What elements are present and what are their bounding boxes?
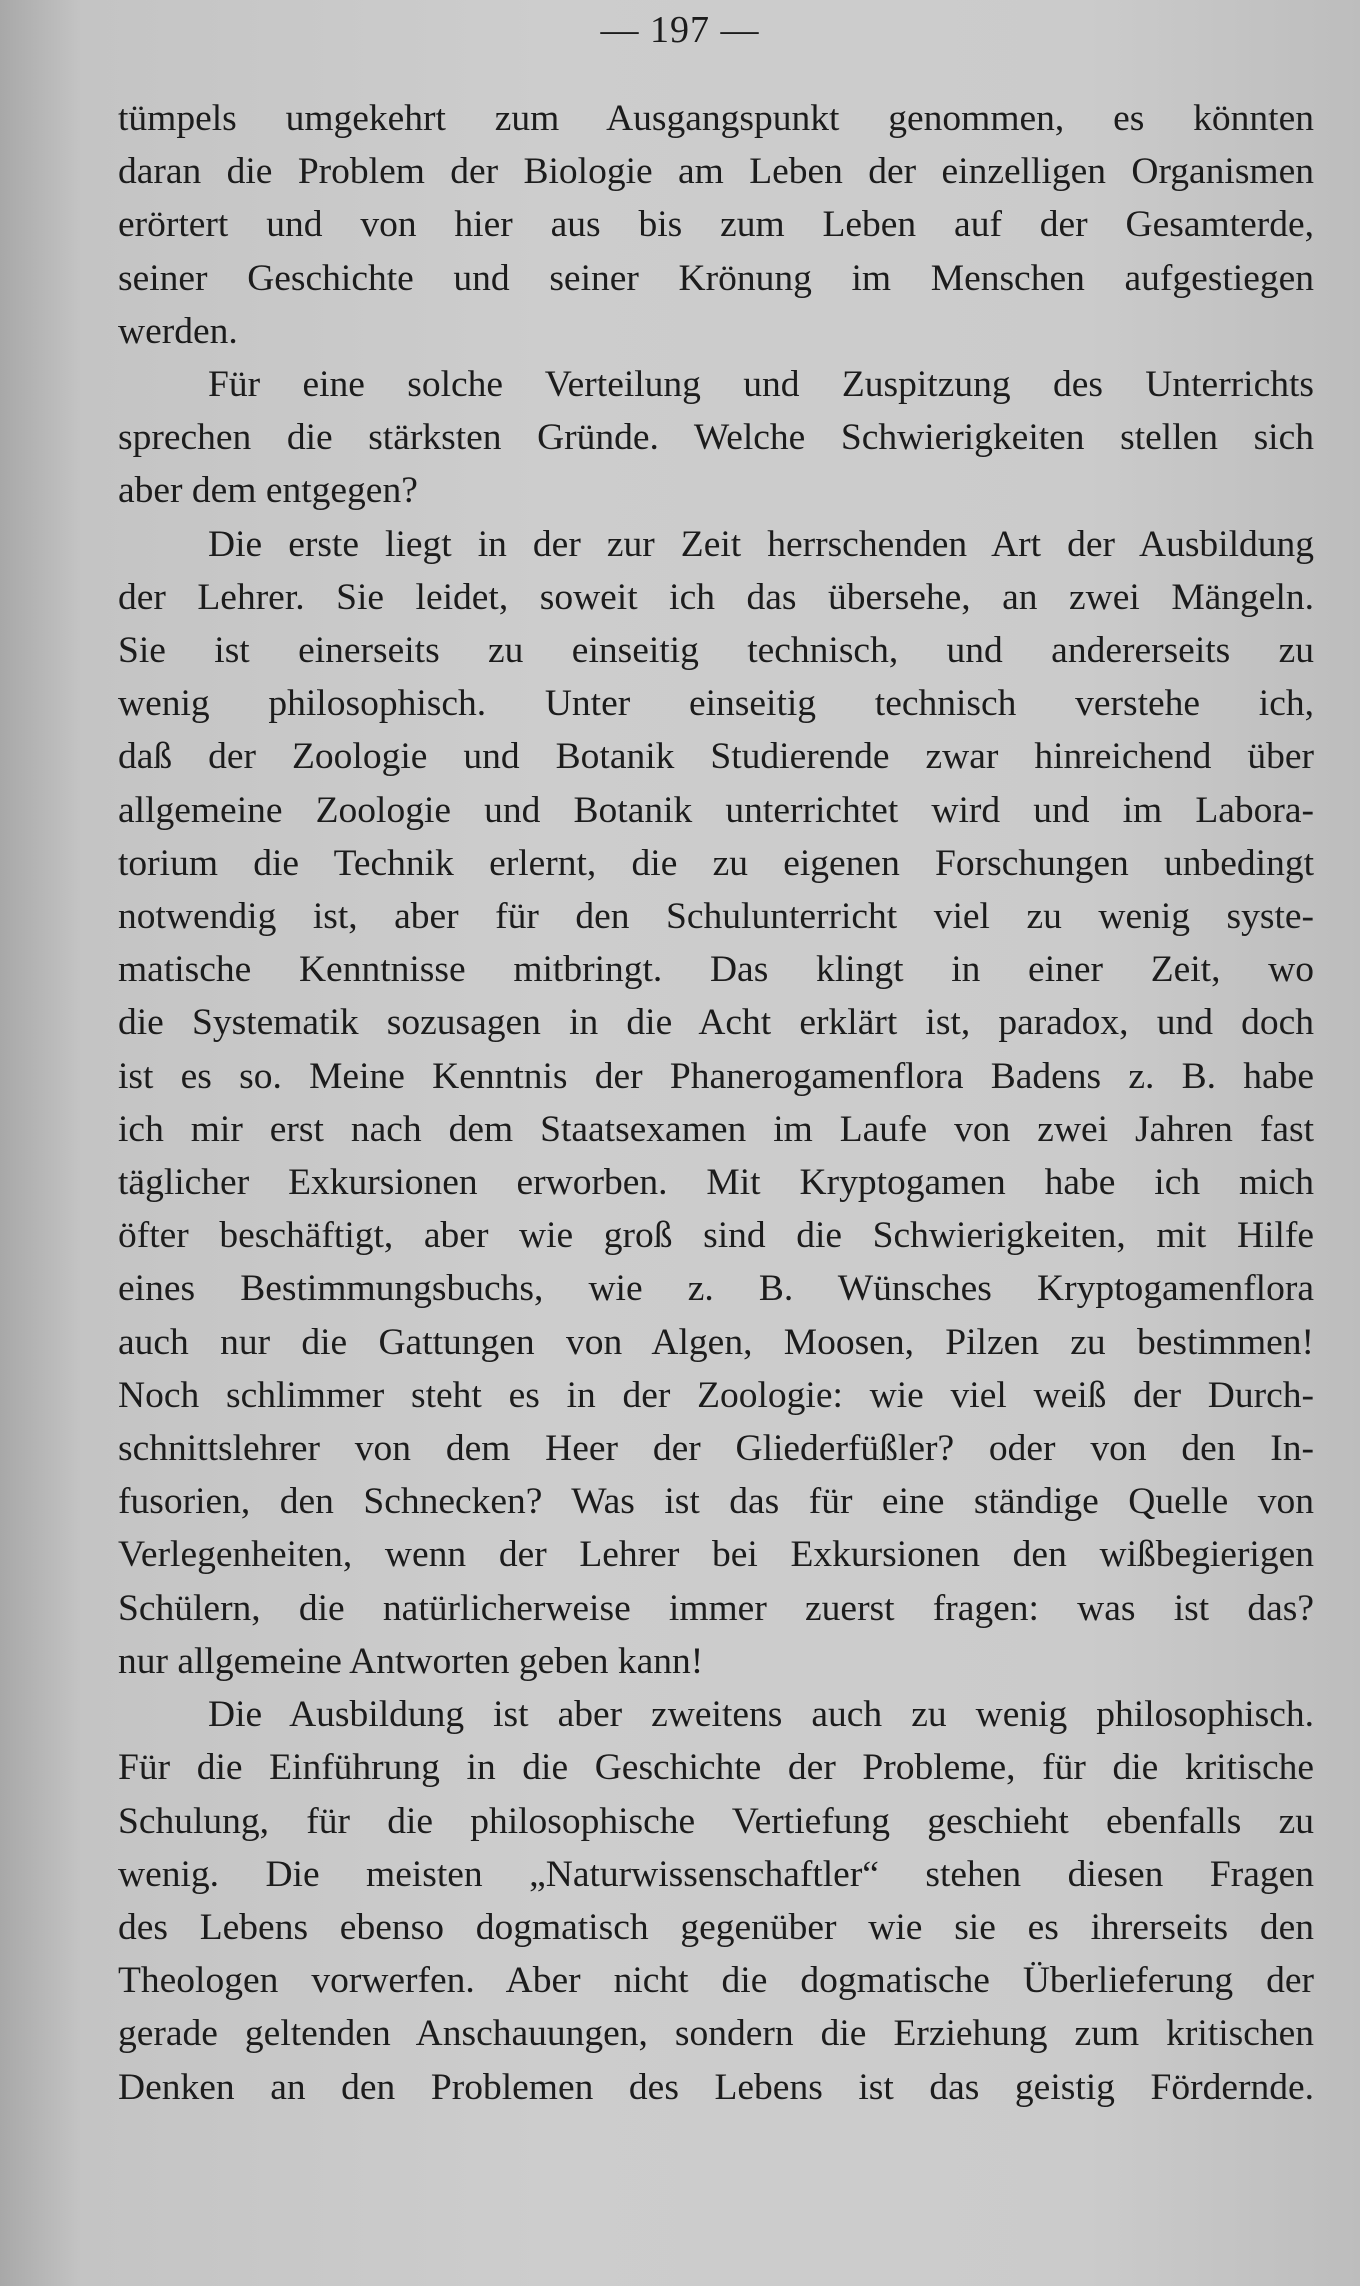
text-line: daß der Zoologie und Botanik Studierende zwar hinreichend über xyxy=(118,736,1314,778)
text-line: erörtert und von hier aus bis zum Leben auf der Gesamterde, xyxy=(118,204,1314,246)
text-line: torium die Technik erlernt, die zu eigenen Forschungen unbedingt xyxy=(118,842,1314,884)
body-text xyxy=(118,92,1314,2114)
text-line: Verlegenheiten, wenn der Lehrer bei Exkursionen den wißbegierigen xyxy=(118,1534,1314,1576)
text-line: Für die Einführung in die Geschichte der Probleme, für die kritische xyxy=(118,1747,1314,1789)
text-line: sprechen die stärksten Gründe. Welche Schwierigkeiten stellen sich xyxy=(118,417,1314,459)
text-line: fusorien, den Schnecken? Was ist das für eine ständige Quelle von xyxy=(118,1481,1314,1523)
text-line: matische Kenntnisse mitbringt. Das klingt in einer Zeit, wo xyxy=(118,949,1314,991)
text-line: seiner Geschichte und seiner Krönung im Menschen aufgestiegen xyxy=(118,257,1314,299)
text-line: schnittslehrer von dem Heer der Gliederfüßler? oder von den In- xyxy=(118,1428,1314,1470)
text-line: Theologen vorwerfen. Aber nicht die dogmatische Überlieferung der xyxy=(118,1960,1314,2002)
text-line: täglicher Exkursionen erworben. Mit Kryptogamen habe ich mich xyxy=(118,1162,1314,1204)
text-line: Noch schlimmer steht es in der Zoologie: wie viel weiß der Durch- xyxy=(118,1374,1314,1416)
text-line: aber dem entgegen? xyxy=(118,470,418,512)
text-line: nur allgemeine Antworten geben kann! xyxy=(118,1640,704,1682)
text-line: Denken an den Problemen des Lebens ist das geistig Fördernde. xyxy=(118,2066,1314,2108)
page-number: — 197 — xyxy=(600,9,760,51)
text-line: die Systematik sozusagen in die Acht erklärt ist, paradox, und doch xyxy=(118,1002,1314,1044)
text-line: gerade geltenden Anschauungen, sondern die Erziehung zum kritischen xyxy=(118,2013,1314,2055)
text-line: Schulung, für die philosophische Vertiefung geschieht ebenfalls zu xyxy=(118,1800,1314,1842)
text-line: Sie ist einerseits zu einseitig technisch, und andererseits zu xyxy=(118,630,1314,672)
paragraph-first-line: Die erste liegt in der zur Zeit herrschenden Art der Ausbildung xyxy=(208,523,1314,565)
paragraph-first-line: Für eine solche Verteilung und Zuspitzung des Unterrichts xyxy=(208,364,1314,406)
text-line: der Lehrer. Sie leidet, soweit ich das übersehe, an zwei Mängeln. xyxy=(118,576,1314,618)
text-line: wenig philosophisch. Unter einseitig technisch verstehe ich, xyxy=(118,683,1314,725)
text-line: Schülern, die natürlicherweise immer zuerst fragen: was ist das? xyxy=(118,1587,1314,1629)
text-line: eines Bestimmungsbuchs, wie z. B. Wünsches Kryptogamenflora xyxy=(118,1268,1314,1310)
text-line: öfter beschäftigt, aber wie groß sind die Schwierigkeiten, mit Hilfe xyxy=(118,1215,1314,1257)
text-line: des Lebens ebenso dogmatisch gegenüber wie sie es ihrerseits den xyxy=(118,1906,1314,1948)
text-line: auch nur die Gattungen von Algen, Moosen, Pilzen zu bestimmen! xyxy=(118,1321,1314,1363)
text-line: allgemeine Zoologie und Botanik unterrichtet wird und im Labora- xyxy=(118,789,1314,831)
text-line: ich mir erst nach dem Staatsexamen im Laufe von zwei Jahren fast xyxy=(118,1108,1314,1150)
text-line: werden. xyxy=(118,310,238,352)
text-line: tümpels umgekehrt zum Ausgangspunkt genommen, es könnten xyxy=(118,98,1314,139)
text-line: wenig. Die meisten „Naturwissenschaftler“ stehen diesen Fragen xyxy=(118,1853,1314,1895)
text-line: notwendig ist, aber für den Schulunterricht viel zu wenig syste- xyxy=(118,896,1314,938)
paragraph-first-line: Die Ausbildung ist aber zweitens auch zu wenig philosophisch. xyxy=(208,1694,1314,1736)
text-line: daran die Problem der Biologie am Leben der einzelligen Organismen xyxy=(118,151,1314,193)
text-line: ist es so. Meine Kenntnis der Phanerogamenflora Badens z. B. habe xyxy=(118,1055,1314,1097)
